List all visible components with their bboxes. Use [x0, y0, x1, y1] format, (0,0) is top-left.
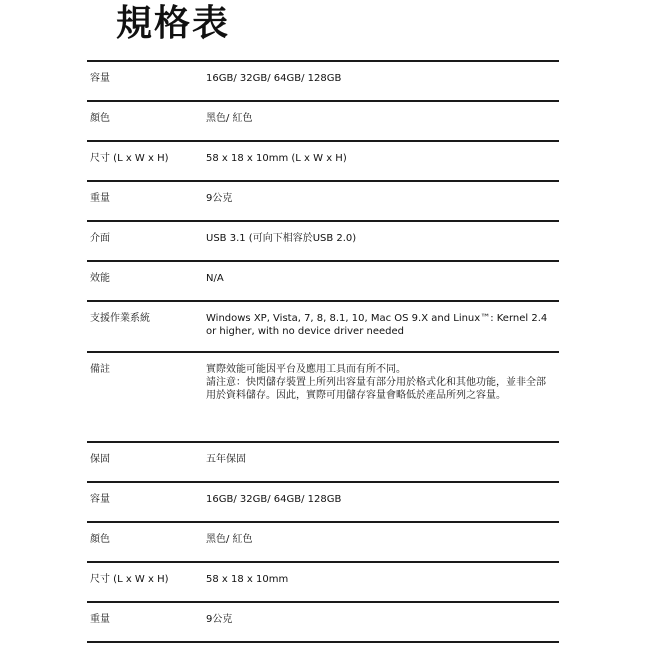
- spec-value: 五年保固: [206, 454, 246, 465]
- spec-label: 介面: [90, 233, 110, 244]
- spec-value: 9公克: [206, 193, 233, 204]
- spec-row-performance: [87, 260, 559, 300]
- spec-row-capacity: [87, 481, 559, 521]
- spec-row-capacity: [87, 60, 559, 100]
- spec-row-color: [87, 521, 559, 561]
- spec-value: 16GB/ 32GB/ 64GB/ 128GB: [206, 73, 342, 84]
- spec-table: [87, 60, 559, 643]
- spec-row-notes: [87, 351, 559, 441]
- spec-label: 顏色: [90, 534, 110, 545]
- spec-row-weight: [87, 601, 559, 643]
- spec-value: N/A: [206, 273, 224, 284]
- spec-row-warranty: [87, 441, 559, 481]
- spec-value: 實際效能可能因平台及應用工具而有所不同。 請注意：快閃儲存裝置上所列出容量有部分用於格式化和其他功能，並非全部用於資料儲存。因此，實際可用儲存容量會略低於產品所列之容量。: [206, 364, 546, 401]
- spec-label: 尺寸 (L x W x H): [90, 574, 169, 585]
- spec-label: 容量: [90, 494, 110, 505]
- spec-value: 16GB/ 32GB/ 64GB/ 128GB: [206, 494, 342, 505]
- spec-label: 重量: [90, 614, 110, 625]
- spec-value: Windows XP, Vista, 7, 8, 8.1, 10, Mac OS 9.X and Linux™: Kernel 2.4 or higher, with no device driver needed: [206, 313, 548, 337]
- spec-row-color: [87, 100, 559, 140]
- spec-value: 58 x 18 x 10mm: [206, 574, 289, 585]
- spec-label: 備註: [90, 364, 110, 375]
- spec-label: 保固: [90, 454, 110, 465]
- spec-label: 重量: [90, 193, 110, 204]
- spec-row-weight: [87, 180, 559, 220]
- page-title: 規格表: [116, 3, 231, 44]
- spec-value: 9公克: [206, 614, 233, 625]
- spec-label: 支援作業系統: [90, 313, 150, 324]
- spec-value: 黑色/ 紅色: [206, 534, 253, 545]
- spec-row-dimensions: [87, 561, 559, 601]
- spec-label: 尺寸 (L x W x H): [90, 153, 169, 164]
- spec-row-os-support: [87, 300, 559, 351]
- spec-value: 58 x 18 x 10mm (L x W x H): [206, 153, 347, 164]
- spec-row-dimensions: [87, 140, 559, 180]
- spec-label: 顏色: [90, 113, 110, 124]
- spec-label: 容量: [90, 73, 110, 84]
- spec-value: USB 3.1 (可向下相容於USB 2.0): [206, 233, 357, 244]
- spec-value: 黑色/ 紅色: [206, 113, 253, 124]
- spec-row-interface: [87, 220, 559, 260]
- spec-label: 效能: [90, 273, 110, 284]
